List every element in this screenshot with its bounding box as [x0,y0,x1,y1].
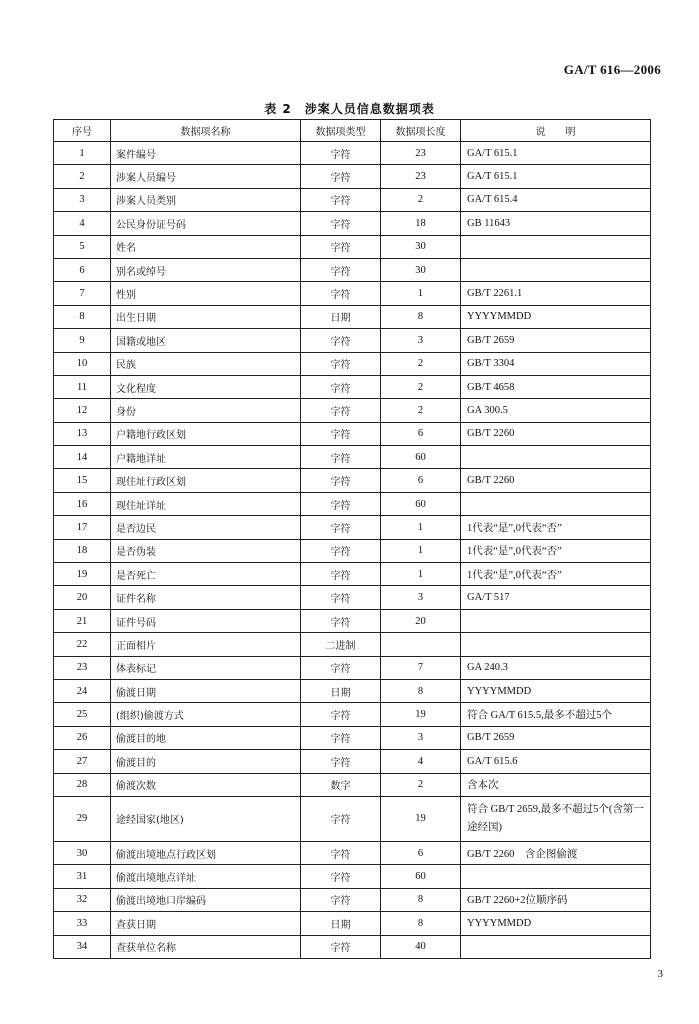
cell-item-type: 字符 [301,492,381,515]
cell-item-name: 偷渡目的地 [111,726,301,749]
cell-item-name: 别名或绰号 [111,258,301,281]
cell-item-length: 3 [381,726,461,749]
cell-number: 11 [54,375,111,398]
cell-number: 31 [54,865,111,888]
cell-item-type: 字符 [301,329,381,352]
cell-item-length: 1 [381,516,461,539]
cell-item-name: 偷渡出境地点详址 [111,865,301,888]
cell-item-type: 二进制 [301,633,381,656]
cell-item-length: 6 [381,841,461,864]
cell-item-name: 出生日期 [111,305,301,328]
cell-item-length: 18 [381,212,461,235]
cell-item-type: 字符 [301,539,381,562]
cell-number: 7 [54,282,111,305]
cell-description: GB/T 2659 [461,726,651,749]
cell-number: 1 [54,142,111,165]
table-row [54,656,651,679]
table-row [54,165,651,188]
table-row [54,586,651,609]
cell-number: 27 [54,750,111,773]
table-row [54,679,651,702]
cell-number: 12 [54,399,111,422]
cell-item-length: 2 [381,773,461,796]
table-title: 表 2 涉案人员信息数据项表 [264,102,435,116]
cell-description: GA 240.3 [461,656,651,679]
cell-item-name: 身份 [111,399,301,422]
cell-item-name: 涉案人员编号 [111,165,301,188]
data-table-container [53,119,650,959]
cell-item-type: 日期 [301,912,381,935]
cell-item-name: 偷渡出境地点行政区划 [111,841,301,864]
cell-item-type: 字符 [301,422,381,445]
cell-item-type: 字符 [301,841,381,864]
cell-number: 30 [54,841,111,864]
cell-description: 符合 GA/T 615.5,最多不超过5个 [461,703,651,726]
cell-number: 26 [54,726,111,749]
cell-number: 22 [54,633,111,656]
cell-item-name: 姓名 [111,235,301,258]
cell-description: GB/T 2260 [461,422,651,445]
cell-item-type: 字符 [301,235,381,258]
cell-number: 5 [54,235,111,258]
cell-description [461,865,651,888]
cell-item-name: 公民身份证号码 [111,212,301,235]
cell-number: 25 [54,703,111,726]
cell-item-name: 案件编号 [111,142,301,165]
cell-number: 9 [54,329,111,352]
cell-item-length: 4 [381,750,461,773]
cell-item-length: 1 [381,539,461,562]
cell-item-type: 字符 [301,586,381,609]
cell-item-length: 20 [381,609,461,632]
cell-item-name: 正面相片 [111,633,301,656]
cell-description: GA/T 615.1 [461,165,651,188]
table-row [54,703,651,726]
cell-description: GB/T 4658 [461,375,651,398]
cell-description [461,935,651,958]
table-header-row [54,120,651,142]
cell-description: GA/T 615.6 [461,750,651,773]
column-header-item-length: 数据项长度 [381,120,461,142]
cell-item-length: 7 [381,656,461,679]
cell-item-name: 偷渡出境地口岸编码 [111,888,301,911]
cell-item-name: 户籍地详址 [111,446,301,469]
table-row [54,609,651,632]
cell-item-name: 性别 [111,282,301,305]
cell-item-name: 国籍或地区 [111,329,301,352]
cell-item-name: 现住址详址 [111,492,301,515]
cell-number: 6 [54,258,111,281]
cell-item-type: 字符 [301,703,381,726]
cell-item-type: 字符 [301,282,381,305]
cell-item-length: 30 [381,258,461,281]
cell-item-type: 字符 [301,888,381,911]
cell-item-length: 23 [381,165,461,188]
table-row [54,399,651,422]
cell-description: 1代表“是”,0代表“否” [461,539,651,562]
cell-item-type: 字符 [301,609,381,632]
table-row [54,258,651,281]
cell-item-name: (组织)偷渡方式 [111,703,301,726]
cell-item-length: 2 [381,188,461,211]
cell-item-type: 日期 [301,679,381,702]
cell-item-name: 偷渡日期 [111,679,301,702]
cell-description: GB/T 2260+2位顺序码 [461,888,651,911]
cell-item-type: 字符 [301,750,381,773]
cell-item-type: 字符 [301,188,381,211]
table-row [54,516,651,539]
cell-item-length: 3 [381,586,461,609]
page-number: 3 [657,968,663,980]
cell-item-type: 字符 [301,865,381,888]
table-row [54,563,651,586]
cell-item-type: 字符 [301,165,381,188]
data-item-table [53,119,651,959]
table-row [54,633,651,656]
cell-number: 23 [54,656,111,679]
cell-description: GA 300.5 [461,399,651,422]
table-row [54,446,651,469]
cell-item-length: 19 [381,703,461,726]
table-row [54,422,651,445]
table-row [54,212,651,235]
cell-number: 24 [54,679,111,702]
cell-description [461,492,651,515]
cell-description: GB/T 2260 含企图偷渡 [461,841,651,864]
cell-number: 33 [54,912,111,935]
cell-item-length: 60 [381,865,461,888]
table-row [54,142,651,165]
cell-item-type: 字符 [301,516,381,539]
cell-number: 10 [54,352,111,375]
cell-item-name: 现住址行政区划 [111,469,301,492]
cell-item-length: 1 [381,563,461,586]
cell-item-length: 8 [381,888,461,911]
cell-description: 含本次 [461,773,651,796]
cell-number: 2 [54,165,111,188]
table-row [54,888,651,911]
cell-number: 3 [54,188,111,211]
cell-item-type: 字符 [301,726,381,749]
table-row [54,375,651,398]
cell-description: YYYYMMDD [461,679,651,702]
cell-item-name: 文化程度 [111,375,301,398]
table-row [54,841,651,864]
cell-number: 32 [54,888,111,911]
table-row [54,935,651,958]
cell-number: 16 [54,492,111,515]
cell-item-name: 体表标记 [111,656,301,679]
cell-item-name: 途经国家(地区) [111,796,301,841]
cell-description: 符合 GB/T 2659,最多不超过5个(含第一途经国) [461,796,651,841]
table-row [54,726,651,749]
cell-item-type: 字符 [301,258,381,281]
cell-description: GB/T 2261.1 [461,282,651,305]
table-row [54,539,651,562]
column-header-item-name: 数据项名称 [111,120,301,142]
cell-number: 14 [54,446,111,469]
cell-description [461,446,651,469]
cell-item-name: 查获单位名称 [111,935,301,958]
cell-item-length: 6 [381,469,461,492]
cell-item-length: 40 [381,935,461,958]
cell-item-length: 30 [381,235,461,258]
cell-description [461,609,651,632]
table-row [54,750,651,773]
cell-item-length: 60 [381,446,461,469]
table-row [54,282,651,305]
table-row [54,865,651,888]
cell-description: GB/T 2260 [461,469,651,492]
cell-description: YYYYMMDD [461,305,651,328]
cell-item-type: 字符 [301,446,381,469]
table-row [54,305,651,328]
table-row [54,492,651,515]
column-header-number: 序号 [54,120,111,142]
cell-description: 1代表“是”,0代表“否” [461,516,651,539]
table-row [54,773,651,796]
cell-item-name: 证件名称 [111,586,301,609]
cell-item-name: 查获日期 [111,912,301,935]
cell-item-length: 2 [381,399,461,422]
cell-description: GB 11643 [461,212,651,235]
cell-item-name: 是否伪装 [111,539,301,562]
cell-item-name: 偷渡目的 [111,750,301,773]
cell-item-name: 偷渡次数 [111,773,301,796]
standard-code: GA/T 616—2006 [563,62,661,77]
cell-description: GB/T 3304 [461,352,651,375]
cell-item-length: 23 [381,142,461,165]
cell-description: GA/T 615.1 [461,142,651,165]
column-header-description: 说 明 [461,120,651,142]
cell-number: 29 [54,796,111,841]
cell-item-name: 是否死亡 [111,563,301,586]
cell-item-type: 字符 [301,212,381,235]
cell-item-type: 字符 [301,469,381,492]
cell-description [461,258,651,281]
cell-description: 1代表“是”,0代表“否” [461,563,651,586]
cell-number: 13 [54,422,111,445]
table-row [54,329,651,352]
cell-item-length: 60 [381,492,461,515]
cell-number: 28 [54,773,111,796]
cell-description [461,235,651,258]
cell-item-type: 字符 [301,656,381,679]
cell-number: 15 [54,469,111,492]
cell-item-type: 日期 [301,305,381,328]
cell-number: 17 [54,516,111,539]
cell-item-name: 民族 [111,352,301,375]
cell-item-type: 数字 [301,773,381,796]
cell-item-name: 涉案人员类别 [111,188,301,211]
cell-number: 34 [54,935,111,958]
cell-description [461,633,651,656]
cell-number: 20 [54,586,111,609]
table-row [54,469,651,492]
cell-item-name: 证件号码 [111,609,301,632]
cell-item-type: 字符 [301,935,381,958]
cell-item-type: 字符 [301,796,381,841]
cell-item-length: 8 [381,305,461,328]
cell-item-type: 字符 [301,142,381,165]
cell-item-length: 19 [381,796,461,841]
cell-description: YYYYMMDD [461,912,651,935]
cell-item-length: 2 [381,352,461,375]
table-row [54,352,651,375]
cell-description: GB/T 2659 [461,329,651,352]
cell-item-length: 3 [381,329,461,352]
cell-number: 18 [54,539,111,562]
cell-item-name: 户籍地行政区划 [111,422,301,445]
cell-item-type: 字符 [301,563,381,586]
table-row [54,235,651,258]
cell-item-length: 8 [381,679,461,702]
table-row [54,796,651,841]
cell-item-type: 字符 [301,352,381,375]
cell-item-length: 8 [381,912,461,935]
table-body [54,142,651,959]
cell-number: 21 [54,609,111,632]
cell-item-type: 字符 [301,375,381,398]
cell-description: GA/T 517 [461,586,651,609]
cell-item-type: 字符 [301,399,381,422]
cell-number: 4 [54,212,111,235]
cell-item-length: 2 [381,375,461,398]
cell-number: 19 [54,563,111,586]
column-header-item-type: 数据项类型 [301,120,381,142]
cell-item-length: 6 [381,422,461,445]
cell-description: GA/T 615.4 [461,188,651,211]
table-row [54,912,651,935]
table-row [54,188,651,211]
cell-item-length: 1 [381,282,461,305]
cell-number: 8 [54,305,111,328]
cell-item-length [381,633,461,656]
cell-item-name: 是否边民 [111,516,301,539]
